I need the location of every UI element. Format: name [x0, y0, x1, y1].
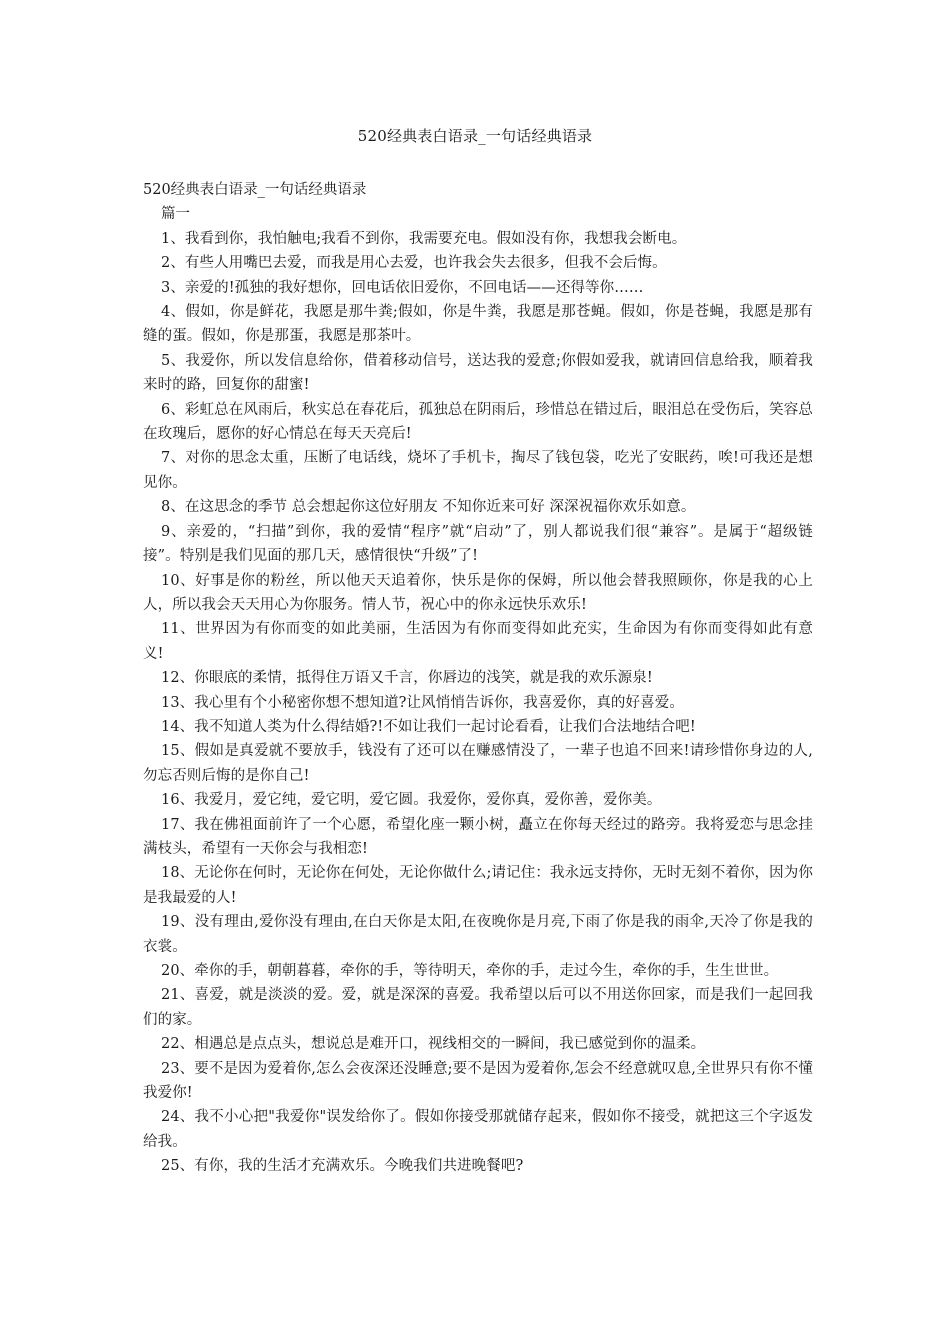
document-title: 520经典表白语录_一句话经典语录 [357, 127, 593, 145]
list-item: 6、彩虹总在风雨后，秋实总在春花后，孤独总在阴雨后，珍惜总在错过后，眼泪总在受伤后，笑容总在玫瑰后，愿你的好心情总在每天天亮后! [143, 401, 813, 443]
list-item: 20、牵你的手，朝朝暮暮，牵你的手，等待明天，牵你的手，走过今生，牵你的手，生生世世。 [161, 963, 779, 979]
list-item: 11、世界因为有你而变的如此美丽，生活因为有你而变得如此充实，生命因为有你而变得如此有意义! [143, 621, 813, 662]
list-item: 13、我心里有个小秘密你想不想知道?让风悄悄告诉你，我喜爱你，真的好喜爱。 [161, 694, 684, 711]
list-item: 2、有些人用嘴巴去爱，而我是用心去爱，也许我会失去很多，但我不会后悔。 [161, 255, 667, 272]
list-item: 7、对你的思念太重，压断了电话线，烧坏了手机卡，掏尽了钱包袋，吃光了安眠药，唉!可我还是想见你。 [143, 450, 813, 491]
quote-list [143, 227, 813, 1179]
list-item: 1、我看到你，我怕触电;我看不到你，我需要充电。假如没有你，我想我会断电。 [161, 230, 687, 247]
list-item: 16、我爱月，爱它纯，爱它明，爱它圆。我爱你，爱你真，爱你善，爱你美。 [161, 792, 662, 809]
list-item: 21、喜爱，就是淡淡的爱。爱，就是深深的喜爱。我希望以后可以不用送你回家，而是我们一起回我们的家。 [143, 987, 813, 1028]
list-item: 4、假如，你是鲜花，我愿是那牛粪;假如，你是牛粪，我愿是那苍蝇。假如，你是苍蝇，我愿是那有缝的蛋。假如，你是那蛋，我愿是那茶叶。 [143, 304, 813, 345]
list-item: 19、没有理由,爱你没有理由,在白天你是太阳,在夜晚你是月亮,下雨了你是我的雨伞,天冷了你是我的衣裳。 [143, 914, 813, 955]
list-item: 14、我不知道人类为什么得结婚?!不如让我们一起讨论看看，让我们合法地结合吧! [161, 718, 696, 735]
list-item: 22、相遇总是点点头，想说总是难开口，视线相交的一瞬间，我已感觉到你的温柔。 [161, 1036, 706, 1053]
list-item: 9、亲爱的，“扫描”到你，我的爱情“程序”就“启动”了，别人都说我们很“兼容”。是属于“超级链接”。特别是我们见面的那几天，感情很快“升级”了! [143, 523, 813, 565]
list-item: 15、假如是真爱就不要放手，钱没有了还可以在赚感情没了，一辈子也追不回来!请珍惜你身边的人,勿忘否则后悔的是你自己! [143, 743, 813, 784]
list-item: 3、亲爱的!孤独的我好想你，回电话依旧爱你，不回电话——还得等你…… [161, 279, 644, 296]
list-item: 24、我不小心把"我爱你"误发给你了。假如你接受那就储存起来，假如你不接受，就把这三个字返发给我。 [143, 1109, 813, 1150]
list-item: 23、要不是因为爱着你,怎么会夜深还没睡意;要不是因为爱着你,怎会不经意就叹息,全世界只有你不懂我爱你! [143, 1060, 813, 1102]
document-subtitle: 520经典表白语录_一句话经典语录 [143, 182, 367, 198]
list-item: 17、我在佛祖面前许了一个心愿，希望化座一颗小树，矗立在你每天经过的路旁。我将爱恋与思念挂满枝头，希望有一天你会与我相恋! [143, 816, 813, 857]
section-label: 篇一 [161, 206, 190, 223]
list-item: 12、你眼底的柔情，抵得住万语又千言，你唇边的浅笑，就是我的欢乐源泉! [161, 670, 653, 687]
list-item: 10、好事是你的粉丝，所以他天天追着你，快乐是你的保姆，所以他会替我照顾你，你是我的心上人，所以我会天天用心为你服务。情人节，祝心中的你永远快乐欢乐! [143, 572, 813, 613]
document-body [143, 178, 813, 1179]
list-item: 18、无论你在何时，无论你在何处，无论你做什么;请记住：我永远支持你，无时无刻不着你，因为你是我最爱的人! [143, 865, 813, 906]
list-item: 5、我爱你，所以发信息给你，借着移动信号，送达我的爱意;你假如爱我，就请回信息给我，顺着我来时的路，回复你的甜蜜! [143, 352, 813, 394]
list-item: 8、在这思念的季节 总会想起你这位好朋友 不知你近来可好 深深祝福你欢乐如意。 [161, 499, 696, 516]
list-item: 25、有你，我的生活才充满欢乐。今晚我们共进晚餐吧? [161, 1158, 524, 1175]
